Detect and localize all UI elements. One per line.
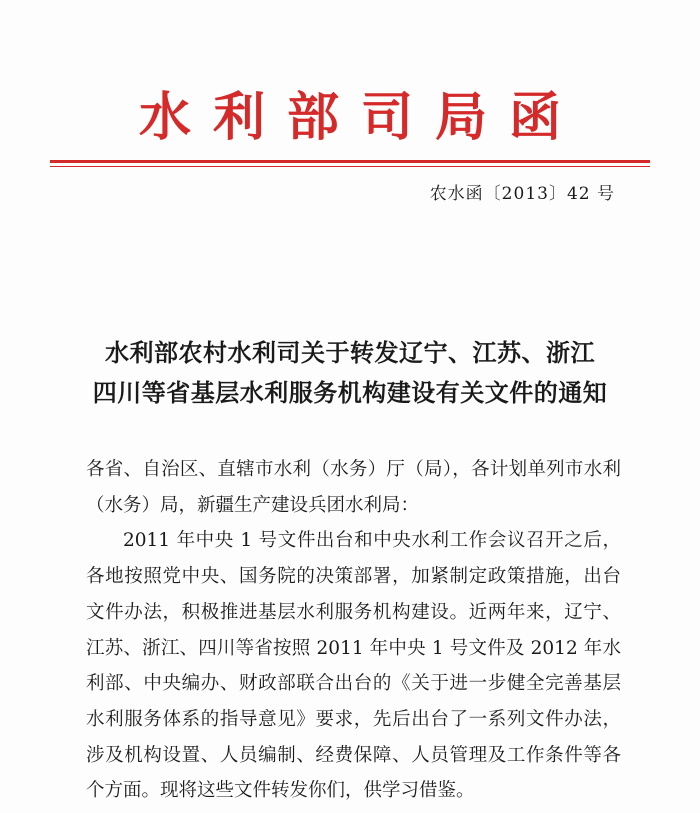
document-number: 农水函〔2013〕42 号 — [429, 184, 615, 204]
notice-title-line-1: 水利部农村水利司关于转发辽宁、江苏、浙江 — [105, 339, 595, 367]
letterhead-rule-thick — [50, 160, 650, 163]
body-paragraph-1: 2011 年中央 1 号文件出台和中央水利工作会议召开之后，各地按照党中央、国务院的决策部署，加紧制定政策措施，出台文件办法，积极推进基层水利服务机构建设。近两年来，辽宁、江苏、浙江、四川等省按照 2011 年中央 1 号文件及 2012 年水利部、中央编办、财政部联合出台的《关于进一步健全完善基层水利服务体系的指导意见》要求，先后出台了一系列文件办法，涉及机构设置、人员编制、经费保障、人员管理及工作条件等各个方面。现将这些文件转发你们，供学习借鉴。 — [86, 530, 621, 802]
salutation: 各省、自治区、直辖市水利（水务）厅（局），各计划单列市水利（水务）局，新疆生产建设兵团水利局： — [86, 459, 621, 516]
letterhead-rule-thin — [50, 166, 650, 167]
letterhead-title: 水利部司局函 — [138, 87, 583, 148]
notice-title-line-2: 四川等省基层水利服务机构建设有关文件的通知 — [92, 379, 608, 407]
notice-title — [60, 333, 640, 413]
notice-body — [86, 452, 621, 809]
